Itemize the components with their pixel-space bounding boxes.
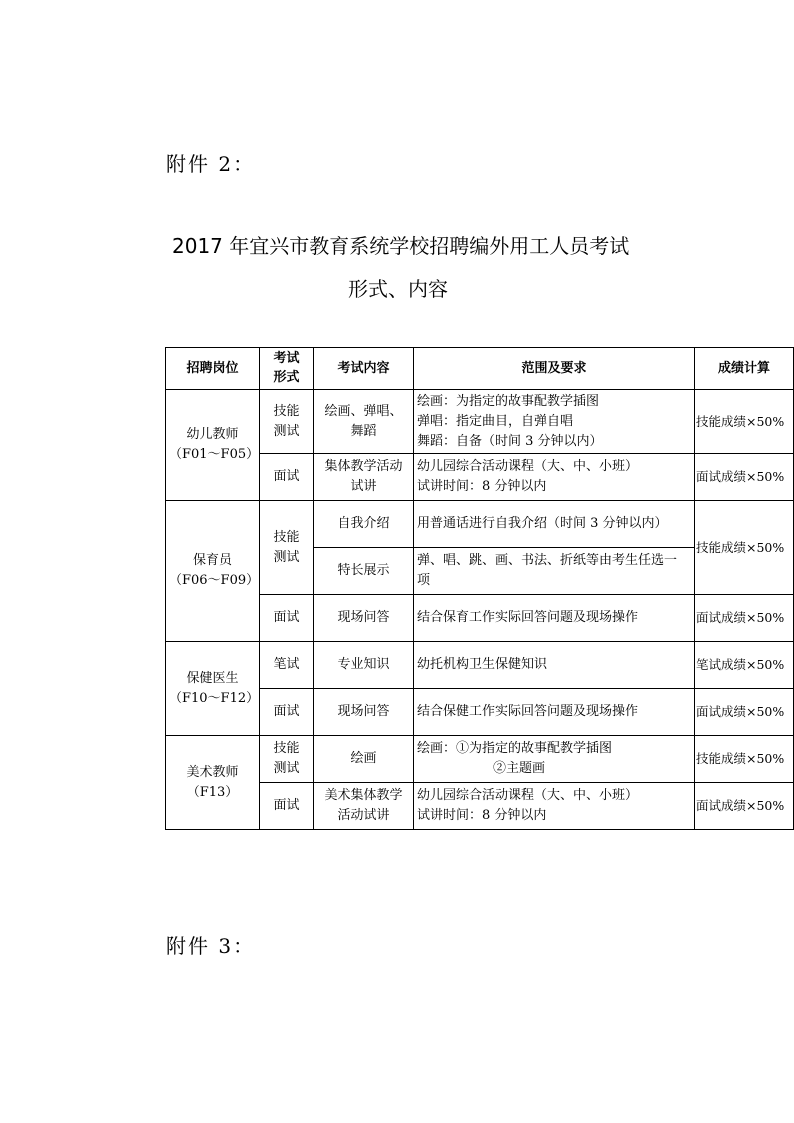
content-cell: 现场问答 — [314, 689, 414, 736]
position-cell: 幼儿教师 （F01～F05） — [166, 390, 260, 501]
position-cell: 美术教师 （F13） — [166, 736, 260, 830]
scope-cell: 幼儿园综合活动课程（大、中、小班） 试讲时间：8 分钟以内 — [414, 454, 695, 501]
format-cell: 面试 — [260, 454, 314, 501]
content-cell: 专业知识 — [314, 642, 414, 689]
format-cell: 笔试 — [260, 642, 314, 689]
table-row — [166, 642, 794, 689]
content-cell: 绘画 — [314, 736, 414, 783]
table-row — [166, 454, 794, 501]
scope-cell: 幼儿园综合活动课程（大、中、小班） 试讲时间：8 分钟以内 — [414, 783, 695, 830]
format-cell: 面试 — [260, 689, 314, 736]
score-cell: 面试成绩×50% — [695, 783, 794, 830]
table-row — [166, 390, 794, 454]
position-cell: 保健医生 （F10～F12） — [166, 642, 260, 736]
table-row — [166, 736, 794, 783]
scope-cell: 用普通话进行自我介绍（时间 3 分钟以内） — [414, 501, 695, 548]
score-cell: 面试成绩×50% — [695, 595, 794, 642]
scope-cell: 结合保健工作实际回答问题及现场操作 — [414, 689, 695, 736]
content-cell: 现场问答 — [314, 595, 414, 642]
score-cell: 面试成绩×50% — [695, 454, 794, 501]
format-cell: 技能测试 — [260, 390, 314, 454]
scope-cell: 幼托机构卫生保健知识 — [414, 642, 695, 689]
content-cell: 美术集体教学活动试讲 — [314, 783, 414, 830]
position-cell: 保育员 （F06～F09） — [166, 501, 260, 642]
format-cell: 技能测试 — [260, 736, 314, 783]
exam-format-table — [165, 347, 794, 830]
table-row — [166, 689, 794, 736]
content-cell: 集体教学活动试讲 — [314, 454, 414, 501]
table-header-row — [166, 348, 794, 390]
format-cell: 面试 — [260, 595, 314, 642]
attachment-3-label: 附件 3： — [166, 934, 256, 958]
score-cell: 技能成绩×50% — [695, 501, 794, 595]
scope-cell: 绘画：①为指定的故事配教学插图 ②主题画 — [414, 736, 695, 783]
score-cell: 技能成绩×50% — [695, 390, 794, 454]
content-cell: 绘画、弹唱、舞蹈 — [314, 390, 414, 454]
document-title-line-1: 2017 年宜兴市教育系统学校招聘编外用工人员考试 — [172, 234, 630, 258]
scope-cell: 绘画：为指定的故事配教学插图 弹唱：指定曲目，自弹自唱 舞蹈：自备（时间 3 分钟以内） — [414, 390, 695, 454]
table-row — [166, 501, 794, 548]
document-title-line-2: 形式、内容 — [348, 277, 448, 301]
attachment-2-label: 附件 2： — [166, 152, 256, 176]
header-score: 成绩计算 — [695, 348, 794, 390]
scope-cell: 弹、唱、跳、画、书法、折纸等由考生任选一 项 — [414, 548, 695, 595]
score-cell: 笔试成绩×50% — [695, 642, 794, 689]
scope-cell: 结合保育工作实际回答问题及现场操作 — [414, 595, 695, 642]
header-content: 考试内容 — [314, 348, 414, 390]
score-cell: 面试成绩×50% — [695, 689, 794, 736]
header-position: 招聘岗位 — [166, 348, 260, 390]
header-scope: 范围及要求 — [414, 348, 695, 390]
header-format: 考试形式 — [260, 348, 314, 390]
table-row — [166, 595, 794, 642]
format-cell: 面试 — [260, 783, 314, 830]
content-cell: 自我介绍 — [314, 501, 414, 548]
score-cell: 技能成绩×50% — [695, 736, 794, 783]
format-cell: 技能测试 — [260, 501, 314, 595]
content-cell: 特长展示 — [314, 548, 414, 595]
table-row — [166, 783, 794, 830]
